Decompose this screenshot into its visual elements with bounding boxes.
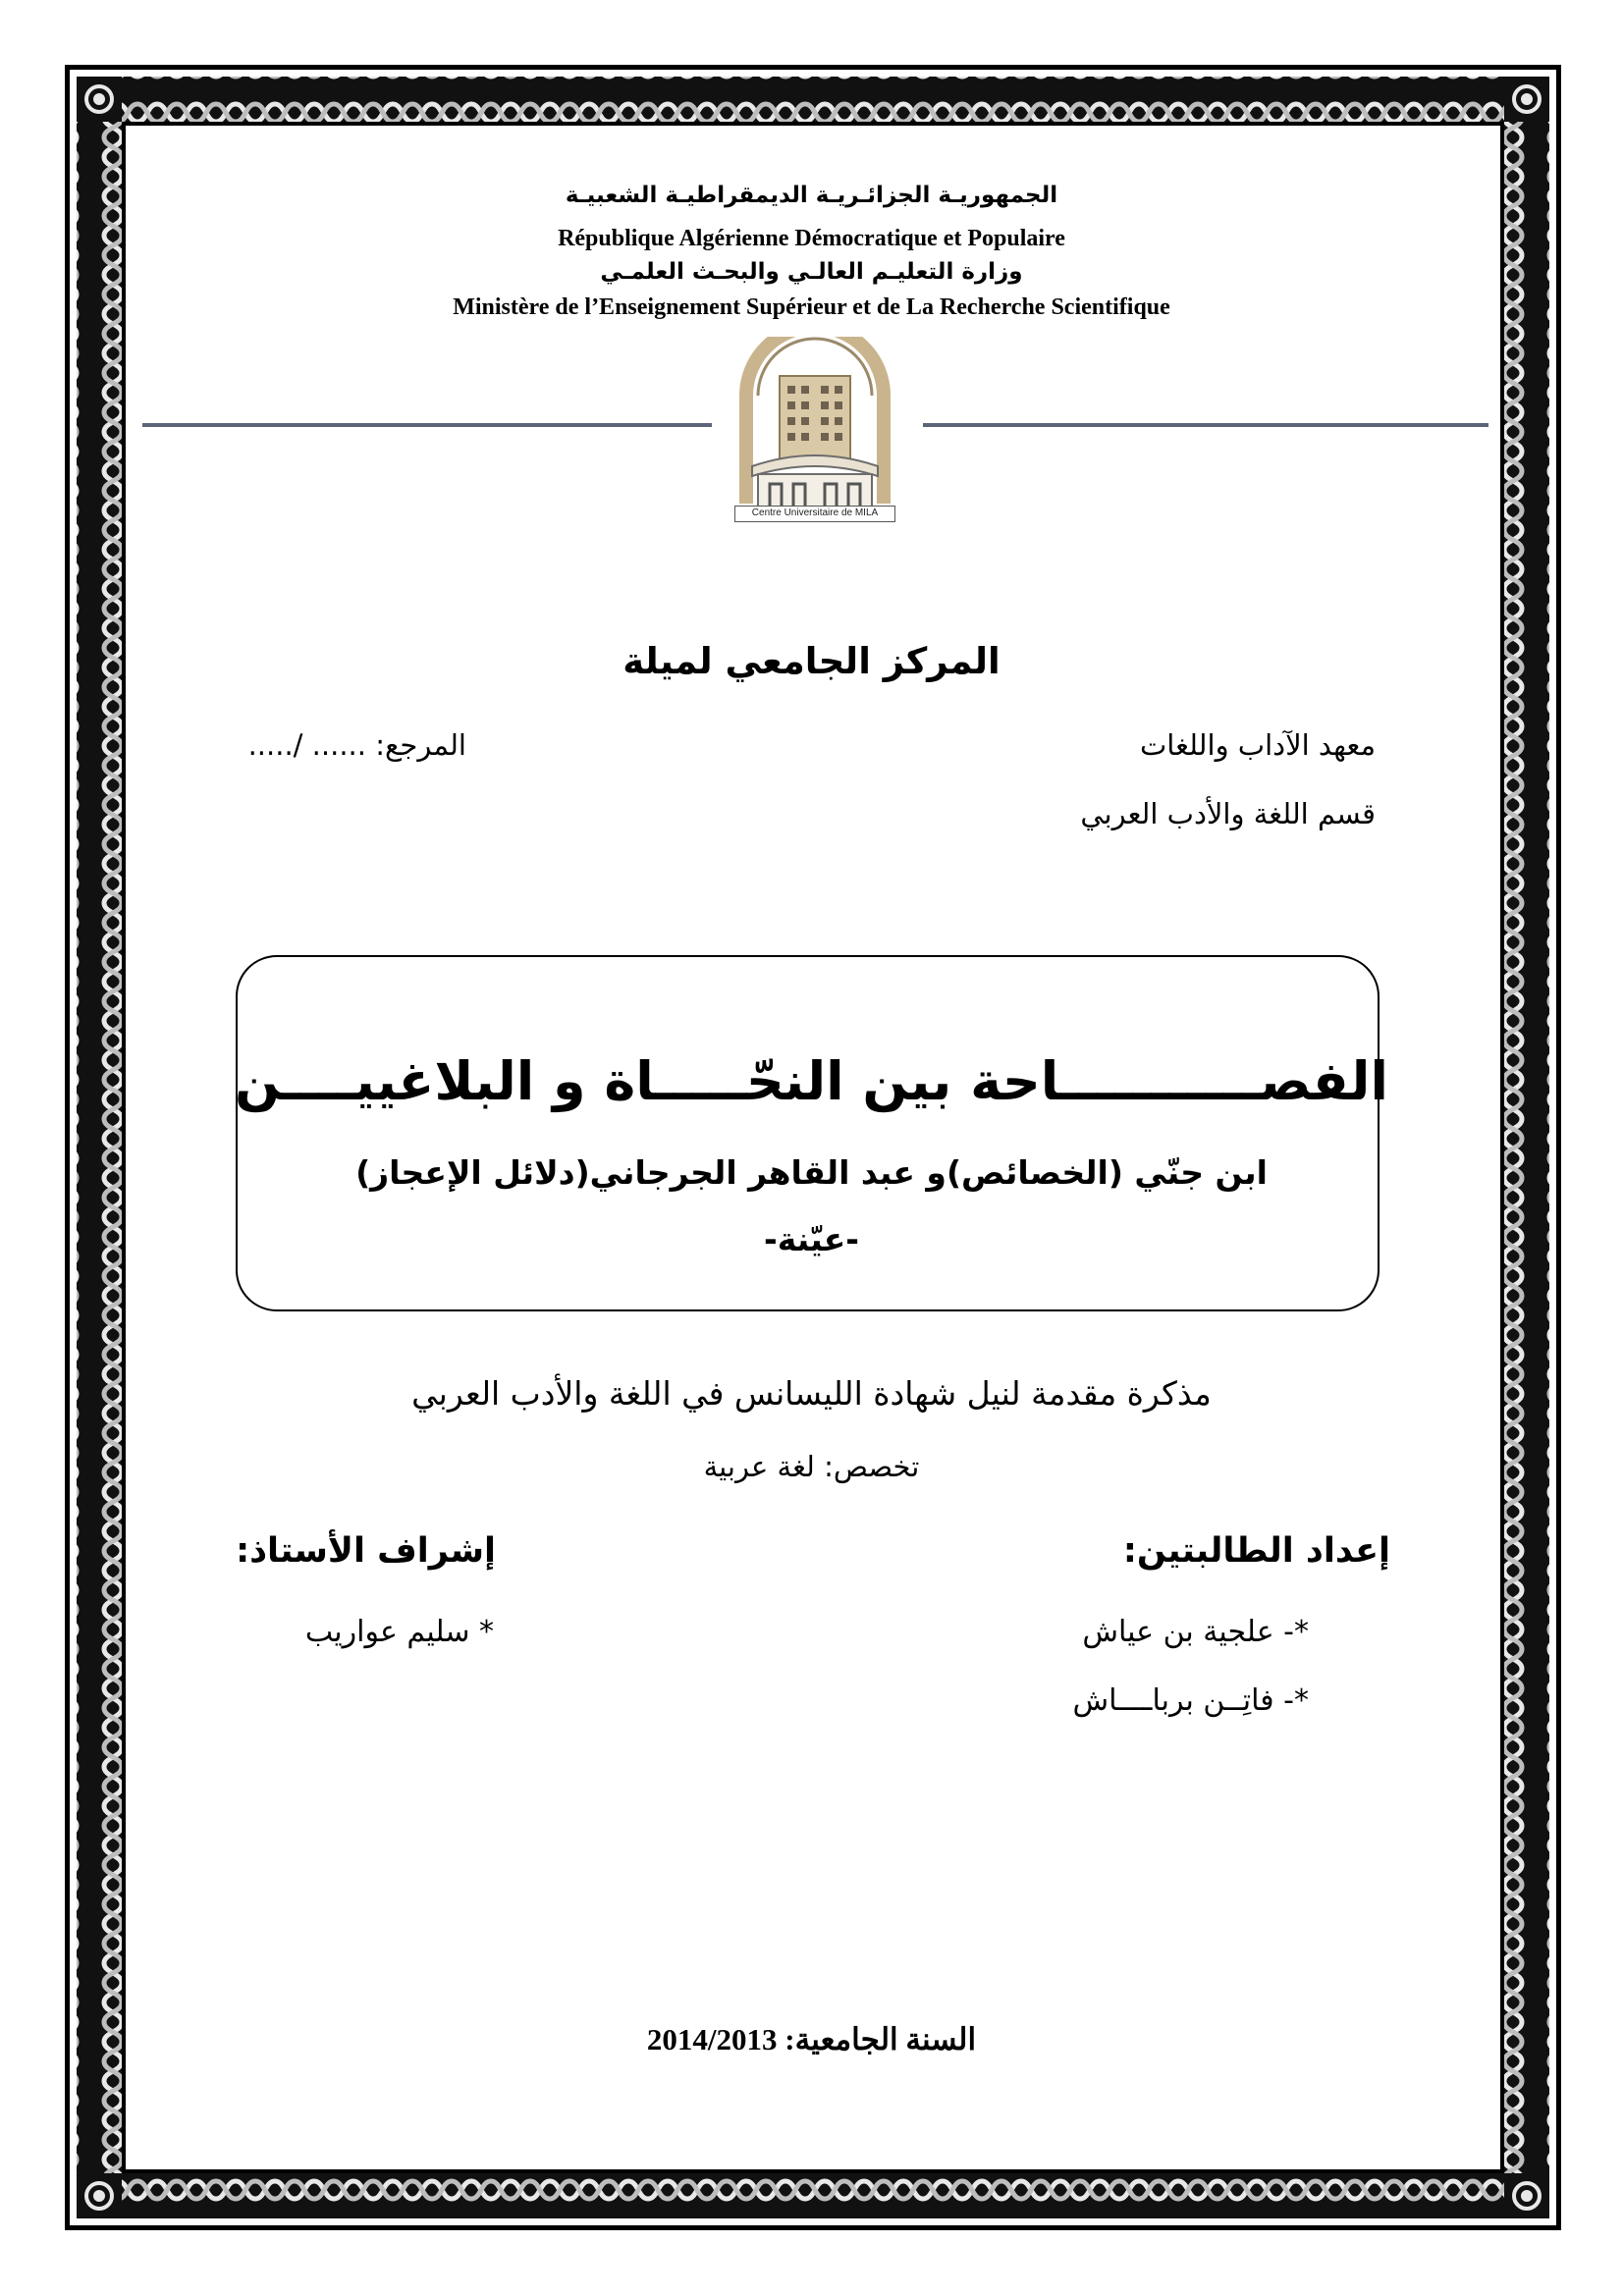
specialty: تخصص: لغة عربية <box>703 1450 920 1483</box>
republic-arabic: الجمهوريـة الجزائـريـة الديمقراطيـة الشعبيـة <box>565 183 1058 208</box>
academic-year: السنة الجامعية: 2014/2013 <box>646 2022 977 2056</box>
students-heading: إعداد الطالبتين: <box>1122 1531 1390 1571</box>
department-name: قسم اللغة والأدب العربي <box>1080 797 1376 830</box>
reference-number: المرجع: ...... /..... <box>247 728 466 762</box>
institution-name: المركز الجامعي لميلة <box>622 640 1001 682</box>
header-divider-right <box>923 423 1488 427</box>
supervisor-heading: إشراف الأستاذ: <box>236 1531 496 1571</box>
republic-french: République Algérienne Démocratique et Populaire <box>558 226 1065 251</box>
thesis-sample-label: -عيّنة- <box>764 1220 859 1258</box>
thesis-title: الفصـــــــــــاحة بين النحّـــــاة و البلاغييــــن <box>235 1050 1388 1112</box>
ministry-arabic: وزارة التعليـم العالـي والبحـث العلمـي <box>600 259 1023 285</box>
institute-name: معهد الآداب واللغات <box>1139 728 1376 762</box>
thesis-subtitle: ابن جنّي (الخصائص)و عبد القاهر الجرجاني(دلائل الإعجاز) <box>355 1153 1268 1192</box>
university-logo <box>729 337 901 523</box>
degree-statement: مذكرة مقدمة لنيل شهادة الليسانس في اللغة والأدب العربي <box>411 1374 1212 1413</box>
header-divider-left <box>142 423 712 427</box>
supervisor-name: * سليم عواريب <box>304 1615 494 1649</box>
student-name-2: *- فاتِــن برباــــاش <box>1072 1683 1309 1718</box>
logo-caption: Centre Universitaire de MILA <box>734 506 895 522</box>
ministry-french: Ministère de l’Enseignement Supérieur et de La Recherche Scientifique <box>453 294 1170 320</box>
student-name-1: *- علجية بن عياش <box>1082 1615 1309 1649</box>
